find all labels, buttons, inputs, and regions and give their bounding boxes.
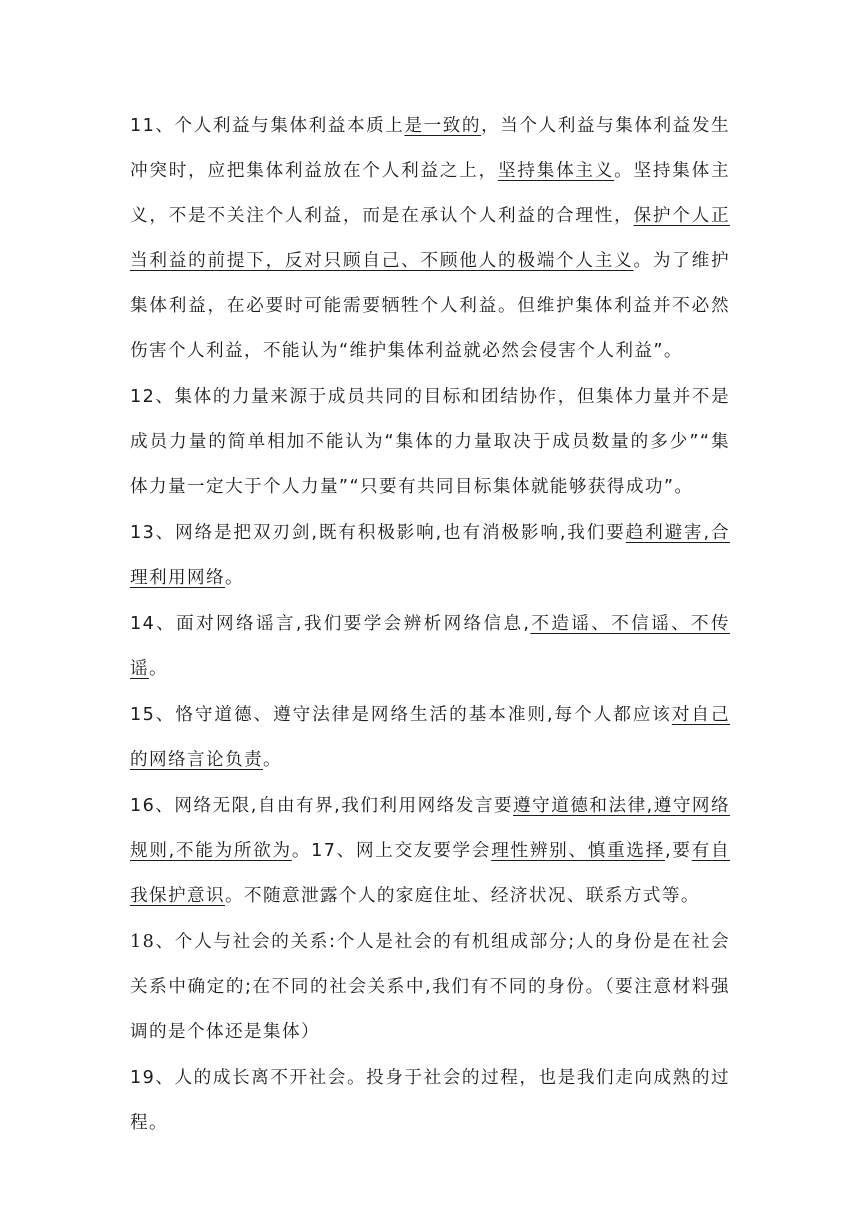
text-segment: :个人是社会的有机组成部分;人的身份是在社会关系中确定的;在不同的社会关系中,我们有不同的身份。: [130, 932, 730, 997]
paragraph-item: [130, 375, 730, 510]
paragraph-item: [130, 784, 730, 919]
underlined-key-phrase: 坚持集体主义: [497, 161, 615, 181]
text-segment: 。为了维护集体利益，在必要时可能需要牺牲个人利益。但维护集体利益并不必然伤害个人利益，不能认为: [130, 251, 730, 361]
text-segment: 14、: [130, 614, 177, 634]
text-segment: 恪守道德、遵守法律是网络生活的基本准则: [175, 705, 547, 725]
text-segment: 面对网络谣言: [176, 614, 296, 634]
text-segment: 11、个人利益与集体利益本质上: [130, 116, 405, 136]
text-segment: 19、人的成长离不开社会。投身于社会的过程，也是我们走向成熟的过程。: [130, 1068, 730, 1133]
text-segment: 16、: [130, 796, 175, 816]
underlined-key-phrase: 有自我保护意识: [130, 841, 730, 906]
text-segment: 15、: [130, 705, 176, 725]
text-segment: ,每个人都应该: [546, 705, 672, 725]
text-segment: （要注意材料强调的是个体还是集体）: [130, 977, 730, 1042]
underlined-key-phrase: ,遵守网络规则,不能为所欲为: [130, 796, 731, 861]
text-segment: ,我们要学会辨析网络信息,: [295, 614, 531, 634]
paragraph-item: [130, 1056, 730, 1146]
text-segment: 12、集体的力量来源于成员共同的目标和团结协作，但集体力量并不是成员力量的简单相加不能认为“集体的力量取决于成员数量的多少”“集体力量一定大于个人力量”“只要有共同目标集体就能够获得成功”。: [130, 387, 730, 497]
underlined-key-phrase: 保护个人正当利益的前提下，反对只顾自己、不顾他人的极端个人主义: [130, 206, 730, 271]
document-page: [130, 104, 730, 1147]
underlined-key-phrase: 对自己的网络言论负责: [130, 705, 730, 770]
text-segment: 网络无限: [174, 796, 251, 816]
underlined-key-phrase: 遵守道德和法律: [513, 796, 647, 816]
paragraph-item: [130, 602, 730, 692]
paragraph-item: [130, 104, 730, 374]
text-segment: ，当个人利益与集体利益发生冲突时，应把集体利益放在个人利益之上，: [130, 116, 730, 181]
text-segment: “维护集体利益就必然会侵害个人利益”。: [338, 341, 683, 361]
underlined-key-phrase: ,合理利用网络: [130, 523, 730, 588]
text-segment: 18、个人与社会的关系: [130, 932, 330, 952]
text-segment: 。坚持集体主义，不是不关注个人利益，而是在承认个人利益的合理性，: [130, 161, 730, 226]
text-segment: 。: [149, 659, 168, 679]
text-segment: ,要: [665, 841, 692, 861]
text-segment: 。不随意泄露个人的家庭住址、经济状况、联系方式等。: [224, 886, 700, 906]
paragraph-item: [130, 693, 730, 783]
text-segment: ,自由有界,我们利用网络发言要: [250, 796, 514, 816]
paragraph-item: [130, 920, 730, 1055]
text-segment: 。: [262, 750, 282, 770]
text-segment: 网上交友要学会: [355, 841, 492, 861]
underlined-key-phrase: 趋利避害: [625, 523, 704, 543]
underlined-key-phrase: 是一致的: [404, 116, 482, 136]
text-segment: ,既有积极影响,也有消极影响,我们要: [311, 523, 626, 543]
text-segment: 。17、: [291, 841, 356, 861]
paragraph-item: [130, 511, 730, 601]
underlined-key-phrase: 理性辨别、慎重选择: [491, 841, 666, 861]
text-segment: 网络是把双刃剑: [175, 523, 312, 543]
underlined-key-phrase: 不造谣、不信谣、不传谣: [130, 614, 731, 679]
text-segment: 13、: [130, 523, 176, 543]
text-segment: 。: [224, 568, 244, 588]
